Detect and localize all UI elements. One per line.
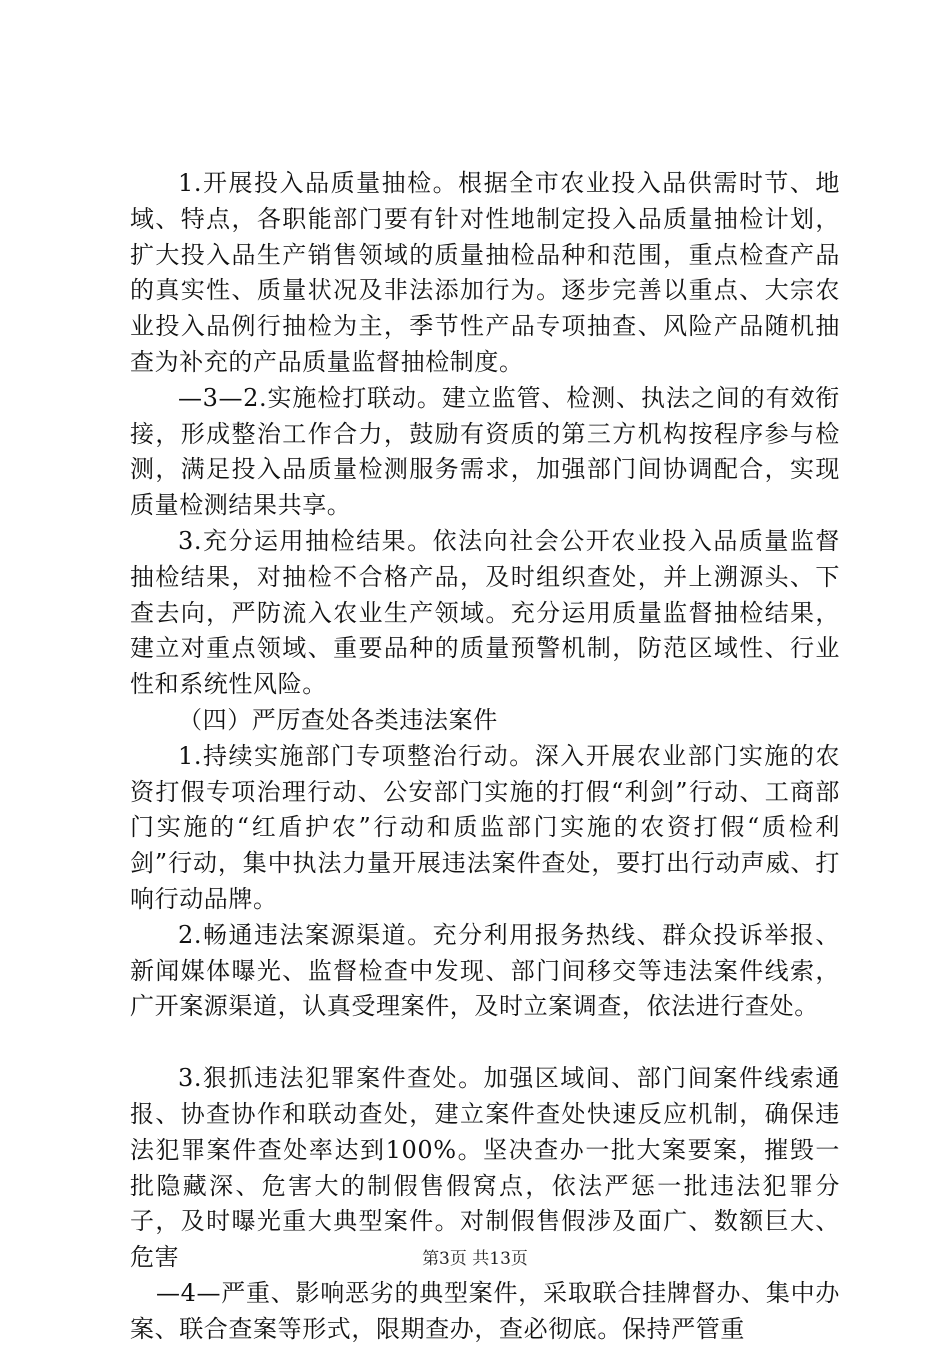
paragraph-special-rectification: 1.持续实施部门专项整治行动。深入开展农业部门实施的农资打假专项治理行动、公安部门实施的打假“利剑”行动、工商部门实施的“红盾护农”行动和质监部门实施的农资打假“质检利剑”行动，集中执法力量开展违法案件查处，要打出行动声威、打响行动品牌。 xyxy=(130,741,840,913)
paragraph-serious-cases: —4—严重、影响恶劣的典型案件，采取联合挂牌督办、集中办案、联合查案等形式，限期查办，查必彻底。保持严管重 xyxy=(130,1278,840,1343)
page-number-footer: 第3页 共13页 xyxy=(422,1249,528,1269)
section-heading-investigate-cases: （四）严厉查处各类违法案件 xyxy=(178,705,498,734)
paragraph-crime-case-handling: 3.狠抓违法犯罪案件查处。加强区域间、部门间案件线索通报、协查协作和联动查处，建立案件查处快速反应机制，确保违法犯罪案件查处率达到100%。坚决查办一批大案要案，摧毁一批隐藏深、危害大的制假售假窝点，依法严惩一批违法犯罪分子，及时曝光重大典型案件。对制假售假涉及面广、数额巨大、危害 xyxy=(130,1064,840,1272)
paragraph-use-sampling-results: 3.充分运用抽检结果。依法向社会公开农业投入品质量监督抽检结果，对抽检不合格产品，及时组织查处，并上溯源头、下查去向，严防流入农业生产领域。充分运用质量监督抽检结果，建立对重点领域、重要品种的质量预警机制，防范区域性、行业性和系统性风险。 xyxy=(130,526,840,699)
paragraph-input-quality-sampling: 1.开展投入品质量抽检。根据全市农业投入品供需时节、地域、特点，各职能部门要有针对性地制定投入品质量抽检计划，扩大投入品生产销售领域的质量抽检品种和范围，重点检查产品的真实性、质量状况及非法添加行为。逐步完善以重点、大宗农业投入品例行抽检为主，季节性产品专项抽查、风险产品随机抽查为补充的产品质量监督抽检制度。 xyxy=(130,169,840,376)
paragraph-inspection-linkage: —3—2.实施检打联动。建立监管、检测、执法之间的有效衔接，形成整治工作合力，鼓励有资质的第三方机构按程序参与检测，满足投入品质量检测服务需求，加强部门间协调配合，实现质量检测结果共享。 xyxy=(130,383,840,520)
document-body xyxy=(130,166,840,1348)
paragraph-case-source-channels: 2.畅通违法案源渠道。充分利用报务热线、群众投诉举报、新闻媒体曝光、监督检查中发现、部门间移交等违法案件线索，广开案源渠道，认真受理案件，及时立案调查，依法进行查处。 xyxy=(130,920,840,1021)
